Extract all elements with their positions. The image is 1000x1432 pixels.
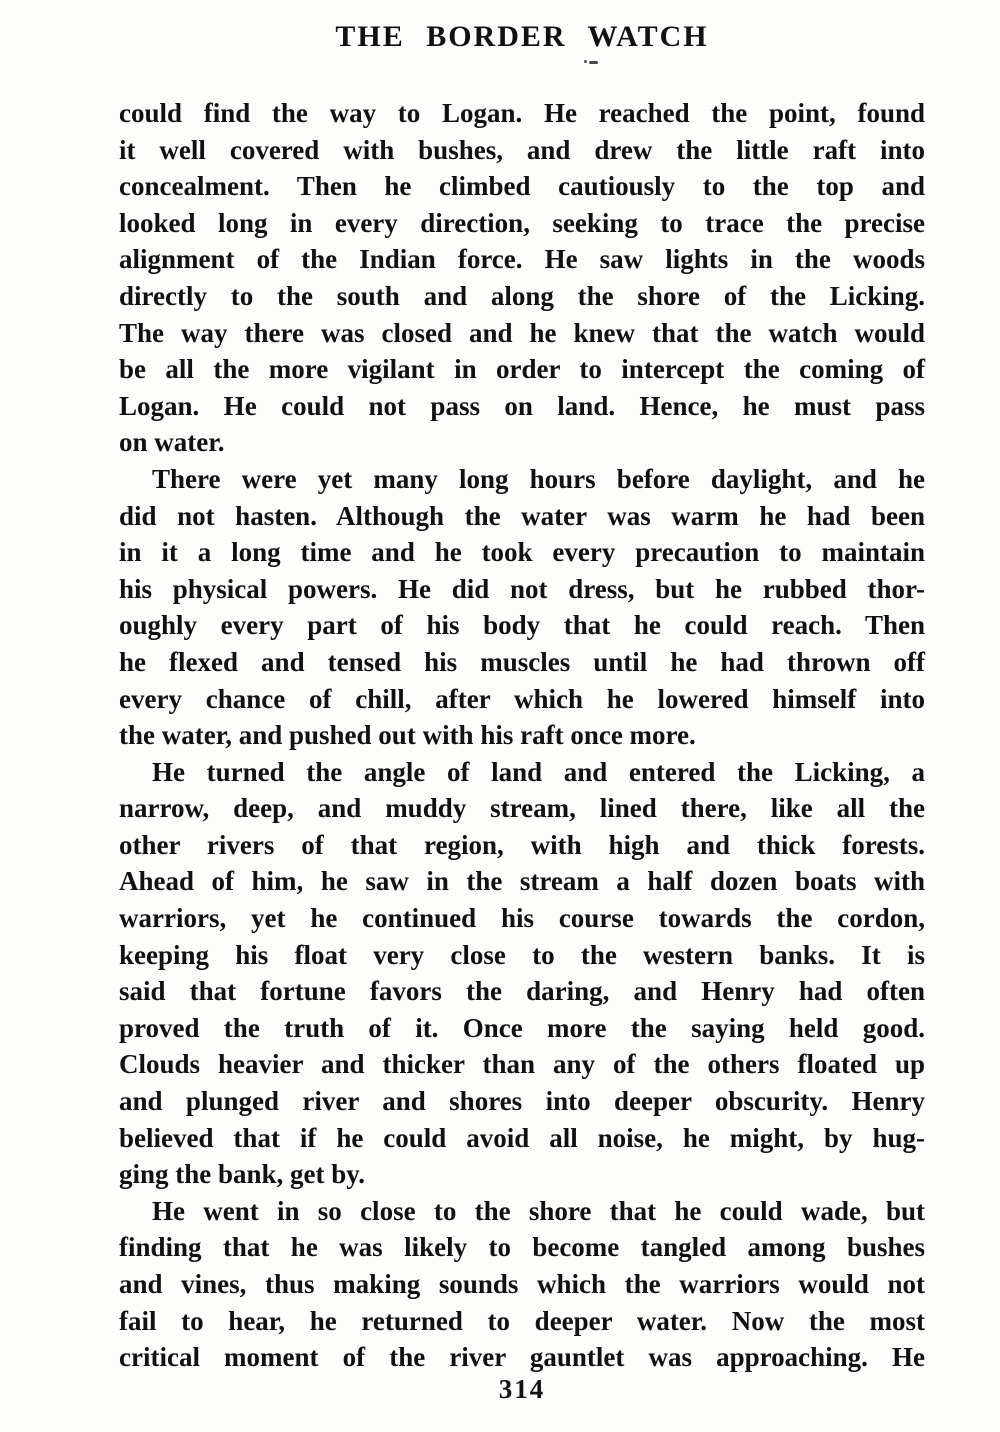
running-header: THE BORDER WATCH [335, 20, 709, 53]
text-line: did not hasten. Although the water was warm he had been [119, 500, 925, 531]
text-line: The way there was closed and he knew that the watch would [119, 317, 925, 348]
text-line: Ahead of him, he saw in the stream a half dozen boats with [119, 866, 925, 897]
text-line: be all the more vigilant in order to intercept the coming of [119, 354, 925, 385]
text-line: Logan. He could not pass on land. Hence, he must pass [119, 390, 925, 421]
text-line: keeping his float very close to the western banks. It is [119, 939, 925, 970]
text-line: proved the truth of it. Once more the saying held good. [119, 1012, 925, 1043]
text-line: it well covered with bushes, and drew the little raft into [119, 134, 925, 165]
text-line: believed that if he could avoid all noise, he might, by hug- [119, 1122, 925, 1153]
text-line: oughly every part of his body that he could reach. Then [119, 610, 925, 641]
page-number: 314 [498, 1374, 546, 1404]
text-block [119, 95, 925, 1376]
text-line: narrow, deep, and muddy stream, lined there, like all the [119, 793, 925, 824]
text-line: and plunged river and shores into deeper obscurity. Henry [119, 1086, 925, 1117]
text-line: could find the way to Logan. He reached the point, found [119, 98, 925, 128]
text-line: concealment. Then he climbed cautiously to the top and [119, 171, 925, 202]
text-line: directly to the south and along the shore of the Licking. [119, 280, 925, 311]
text-line: ging the bank, get by. [119, 1159, 366, 1190]
text-line: his physical powers. He did not dress, but he rubbed thor- [119, 573, 925, 604]
text-line: other rivers of that region, with high and thick forests. [119, 829, 925, 860]
text-line: the water, and pushed out with his raft once more. [119, 720, 696, 751]
text-line: every chance of chill, after which he lowered himself into [119, 683, 925, 714]
text-line: he flexed and tensed his muscles until he had thrown off [119, 646, 925, 677]
text-line: looked long in every direction, seeking to trace the precise [119, 207, 925, 238]
text-line: fail to hear, he returned to deeper water. Now the most [119, 1305, 925, 1336]
text-line: said that fortune favors the daring, and Henry had often [119, 976, 925, 1007]
text-line: warriors, yet he continued his course towards the cordon, [119, 903, 925, 934]
text-line: alignment of the Indian force. He saw lights in the woods [119, 244, 925, 275]
text-line: in it a long time and he took every precaution to maintain [119, 537, 925, 568]
text-line: He turned the angle of land and entered the Licking, a [152, 756, 925, 787]
text-line: on water. [119, 427, 225, 458]
text-line: finding that he was likely to become tangled among bushes [119, 1232, 925, 1263]
text-line: There were yet many long hours before daylight, and he [152, 463, 925, 494]
scan-speck-artifact [589, 61, 598, 64]
text-line: critical moment of the river gauntlet was approaching. He [119, 1342, 925, 1373]
text-line: He went in so close to the shore that he could wade, but [152, 1195, 925, 1226]
text-line: Clouds heavier and thicker than any of the others floated up [119, 1049, 925, 1080]
text-line: and vines, thus making sounds which the warriors would not [119, 1269, 925, 1299]
